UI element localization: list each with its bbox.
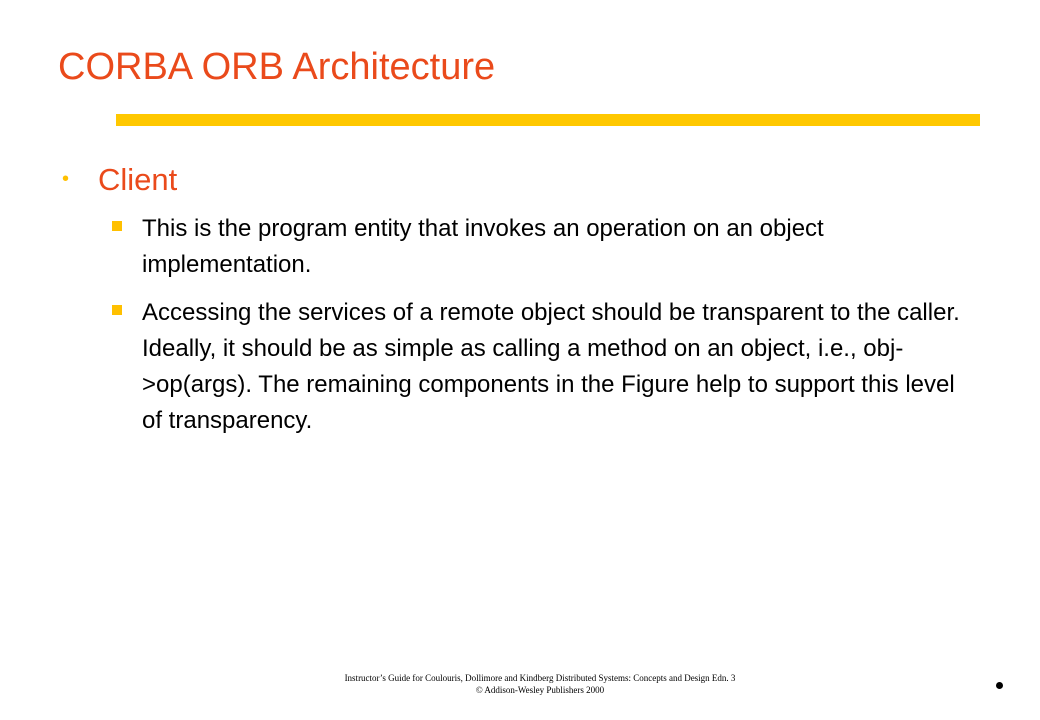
slide-title: CORBA ORB Architecture xyxy=(58,46,496,88)
footer-line-2: © Addison-Wesley Publishers 2000 xyxy=(475,685,605,695)
sub-bullet-text: This is the program entity that invokes an operation on an object implementation. xyxy=(142,215,824,278)
bullet-dot-icon: • xyxy=(62,168,70,190)
corner-dot-icon xyxy=(996,682,1003,689)
footer-credits xyxy=(200,672,880,696)
sub-bullet-text: Accessing the services of a remote object should be transparent to the caller. Ideally, it should be as simple as calling a method on an object, i.e., obj->op(args). The remaining components in the Figure help to support this level of transparency. xyxy=(142,299,960,434)
square-bullet-icon xyxy=(112,221,122,231)
footer-line-1: Instructor’s Guide for Coulouris, Dollimore and Kindberg Distributed Systems: Concepts and Design Edn. 3 xyxy=(344,673,736,683)
bullet-heading: Client xyxy=(98,162,178,197)
square-bullet-icon xyxy=(112,305,122,315)
title-underline-bar xyxy=(116,114,980,126)
